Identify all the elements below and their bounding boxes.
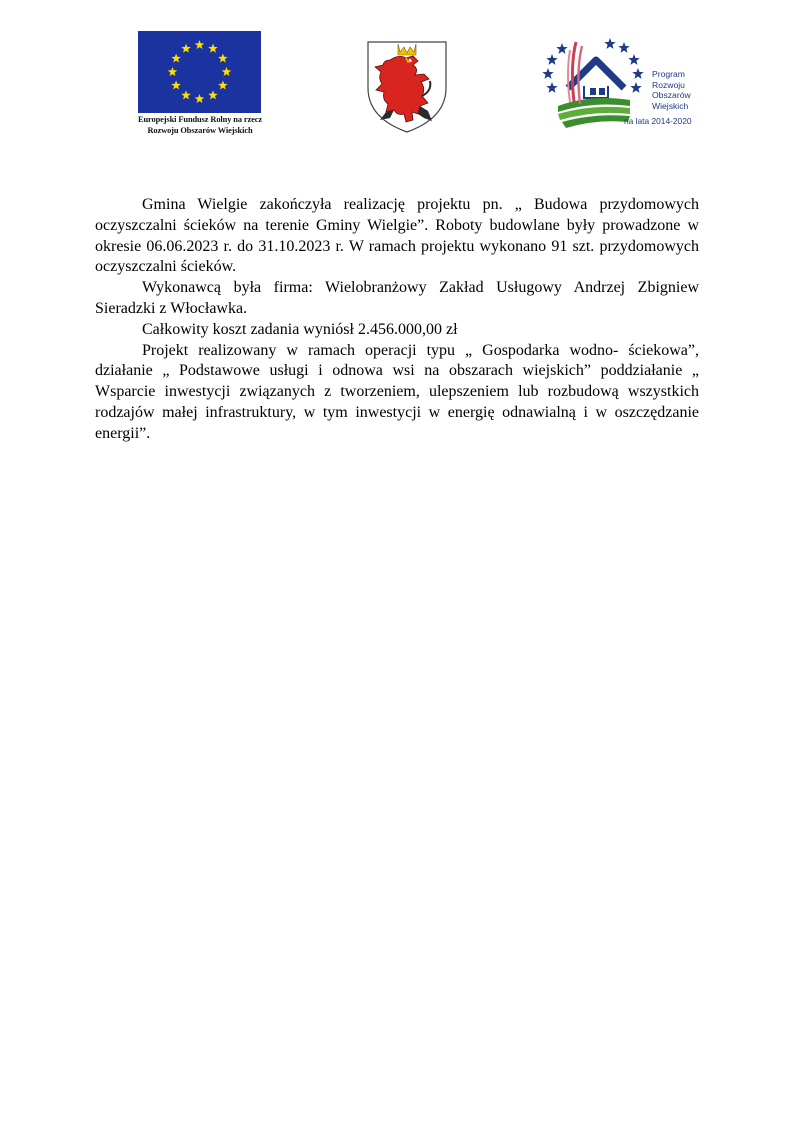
paragraph-total-cost: Całkowity koszt zadania wyniósł 2.456.000,00 zł xyxy=(142,320,458,338)
eu-star-icon xyxy=(208,90,218,99)
paragraph-contractor: Wykonawcą była firma: Wielobranżowy Zakład Usługowy Andrzej Zbigniew Sieradzki z Włocławka. xyxy=(95,279,699,317)
eu-flag-icon xyxy=(138,31,261,113)
document-body xyxy=(95,195,699,445)
prow-star-icon xyxy=(542,68,553,79)
eu-stars-icon xyxy=(138,31,261,113)
eu-logo-caption xyxy=(130,115,270,136)
prow-line1: Program xyxy=(652,69,685,79)
paragraph-funding-operation: Projekt realizowany w ramach operacji typu „ Gospodarka wodno- ściekowa”, działanie „ Podstawowe usługi i odnowa wsi na obszarach wiejskich” poddziałanie „ Wsparcie inwestycji związanych z tworzeniem, ulepszeniem lub rozbudową wszystkich rodzajów małej infrastruktury, w tym inwestycji w energię odnawialną i w oszczędzanie energii”. xyxy=(95,341,699,442)
eu-star-icon xyxy=(181,44,191,53)
eu-star-icon xyxy=(208,44,218,53)
prow-line2: Rozwoju xyxy=(652,79,685,90)
prow-line3: Obszarów xyxy=(652,90,691,101)
prow-star-icon xyxy=(632,68,643,79)
prow-star-icon xyxy=(546,54,557,65)
coat-of-arms xyxy=(366,36,448,134)
prow-star-icon xyxy=(630,82,641,93)
eu-star-icon xyxy=(168,67,178,76)
griffin-coat-of-arms-icon xyxy=(366,36,448,134)
eu-star-icon xyxy=(222,67,232,76)
prow-star-icon xyxy=(604,38,615,49)
eu-logo xyxy=(130,31,270,141)
prow-star-icon xyxy=(618,42,629,53)
eu-star-icon xyxy=(171,81,181,90)
eu-star-icon xyxy=(195,94,205,103)
prow-logo xyxy=(540,36,700,136)
eu-star-icon xyxy=(195,40,205,49)
prow-line4: Wiejskich xyxy=(652,100,689,111)
eu-caption-line2: Rozwoju Obszarów Wiejskich xyxy=(147,125,253,135)
eu-caption-line1: Europejski Fundusz Rolny na rzecz xyxy=(137,115,263,124)
prow-star-icon xyxy=(556,43,567,54)
prow-years: na lata 2014-2020 xyxy=(624,116,692,126)
eu-star-icon xyxy=(218,54,228,63)
prow-star-icon xyxy=(628,54,639,65)
prow-program-name xyxy=(652,69,691,111)
eu-star-icon xyxy=(181,90,191,99)
prow-star-icon xyxy=(546,82,557,93)
paragraph-project-completion: Gmina Wielgie zakończyła realizację projektu pn. „ Budowa przydomowych oczyszczalni ścieków na terenie Gminy Wielgie”. Roboty budowlane były prowadzone w okresie 06.06.2023 r. do 31.10.2023 r. W ramach projektu wykonano 91 szt. przydomowych oczyszczalni ścieków. xyxy=(95,196,699,276)
eu-star-icon xyxy=(218,81,228,90)
eu-star-icon xyxy=(171,54,181,63)
